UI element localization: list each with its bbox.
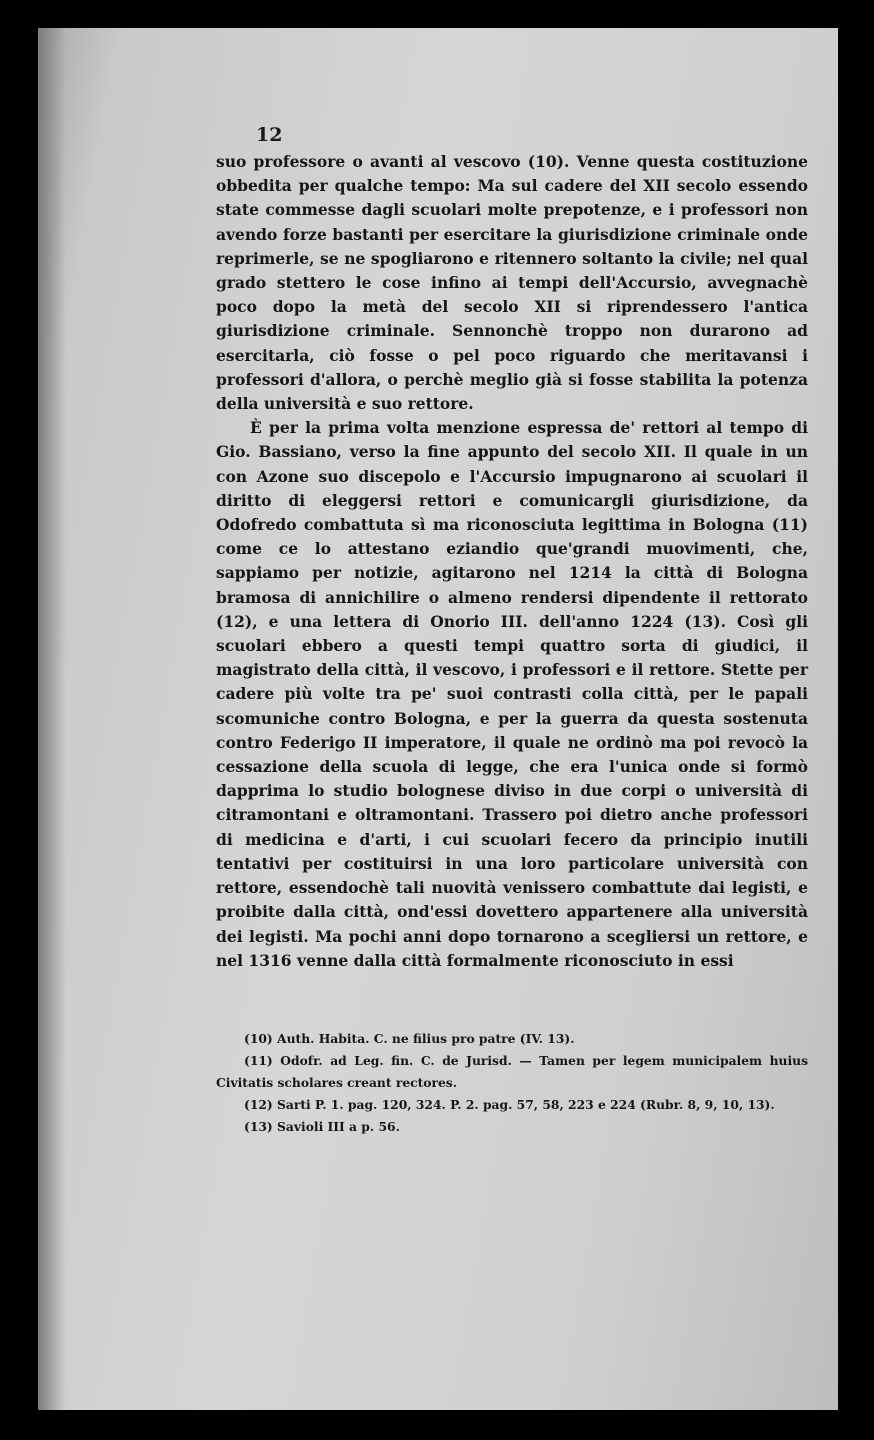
page-edge-shadow [38,28,66,1410]
page-number: 12 [256,124,283,146]
footnote-11: (11) Odofr. ad Leg. fin. C. de Jurisd. — Tamen per legem municipalem huius Civitatis scholares creant rectores. [216,1053,808,1090]
footnote-10: (10) Auth. Habita. C. ne filius pro patre (IV. 13). [244,1031,575,1046]
footnote-12: (12) Sarti P. 1. pag. 120, 324. P. 2. pag. 57, 58, 223 e 224 (Rubr. 8, 9, 10, 13). [244,1097,775,1112]
footnote-13: (13) Savioli III a p. 56. [244,1119,400,1134]
body-text [216,150,808,973]
paragraph-1: suo professore o avanti al vescovo (10). Venne questa costituzione obbedita per qualche tempo: Ma sul cadere del XII secolo essendo state commesse dagli scuolari molte prepotenze, e i professori non avendo forze bastanti per esercitare la giurisdizione criminale onde reprimerle, se ne spogliarono e ritennero soltanto la civile; nel qual grado stettero le cose infino ai tempi dell'Accursio, avvegnachè poco dopo la metà del secolo XII si riprendessero l'antica giurisdizione criminale. Sennonchè troppo non durarono ad esercitarla, ciò fosse o pel poco riguardo che meritavansi i professori d'allora, o perchè meglio già si fosse stabilita la potenza della università e suo rettore. [216,152,808,414]
paragraph-2: È per la prima volta menzione espressa de' rettori al tempo di Gio. Bassiano, verso la fine appunto del secolo XII. Il quale in un con Azone suo discepolo e l'Accursio impugnarono ai scuolari il diritto di eleggersi rettori e comunicargli giurisdizione, da Odofredo combattuta sì ma riconosciuta legittima in Bologna (11) come ce lo attestano eziandio que'grandi muovimenti, che, sappiamo per notizie, agitarono nel 1214 la città di Bologna bramosa di annichilire o almeno rendersi dipendente il rettorato (12), e una lettera di Onorio III. dell'anno 1224 (13). Così gli scuolari ebbero a questi tempi quattro sorta di giudici, il magistrato della città, il vescovo, i professori e il rettore. Stette per cadere più volte tra pe' suoi contrasti colla città, per le papali scomuniche contro Bologna, e per la guerra da questa sostenuta contro Federigo II imperatore, il quale ne ordinò ma poi revocò la cessazione della scuola di legge, che era l'unica onde si formò dapprima lo studio bolognese diviso in due corpi o università di citramontani e oltramontani. Trassero poi dietro anche professori di medicina e d'arti, i cui scuolari fecero da principio inutili tentativi per costituirsi in una loro particolare università con rettore, essendochè tali nuovità venissero combattute dai legisti, e proibite dalla città, ond'essi dovettero appartenere alla università dei legisti. Ma pochi anni dopo tornarono a scegliersi un rettore, e nel 1316 venne dalla città formalmente riconosciuto in essi [216,418,808,970]
footnotes [216,1028,808,1138]
document-page [38,28,838,1410]
